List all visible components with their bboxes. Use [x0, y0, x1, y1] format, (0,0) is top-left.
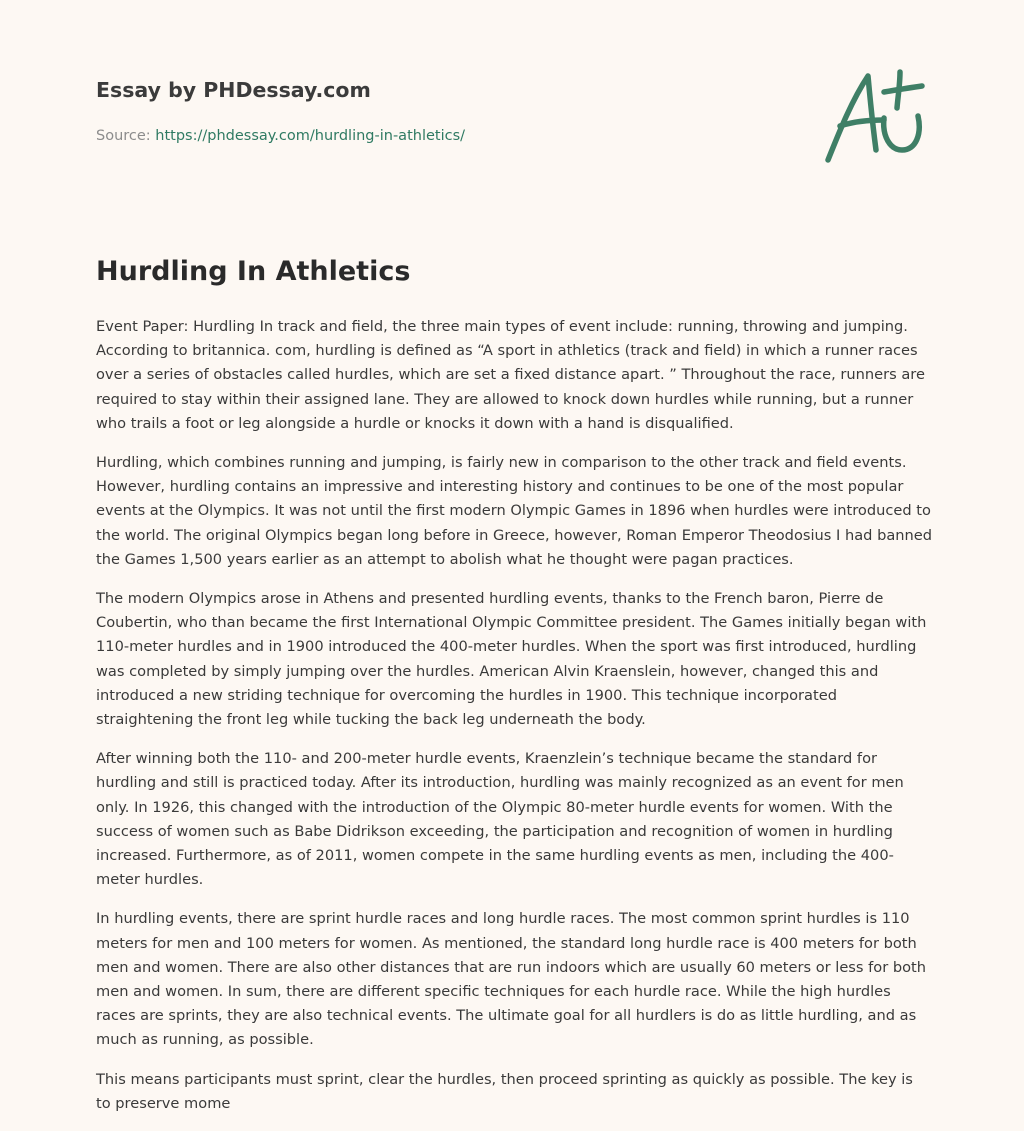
paragraph-3: The modern Olympics arose in Athens and presented hurdling events, thanks to the French baron, Pierre de Coubertin, who than became the first International Olympic Committee president. The Games initially began with 110-meter hurdles and in 1900 introduced the 400-meter hurdles. When the sport was first introduced, hurdling was completed by simply jumping over the hurdles. American Alvin Kraenslein, however, changed this and introduced a new striding technique for overcoming the hurdles in 1900. This technique incorporated straightening the front leg while tucking the back leg underneath the body.	[96, 590, 927, 729]
paragraph-5: In hurdling events, there are sprint hurdle races and long hurdle races. The most common sprint hurdles is 110 meters for men and 100 meters for women. As mentioned, the standard long hurdle race is 400 meters for both men and women. There are also other distances that are run indoors which are usually 60 meters or less for both men and women. In sum, there are different specific techniques for each hurdle race. While the high hurdles races are sprints, they are also technical events. The ultimate goal for all hurdlers is do as little hurdling, and as much as running, as possible.	[96, 910, 927, 1049]
paragraph-1: Event Paper: Hurdling In track and field, the three main types of event include: running, throwing and jumping. According to britannica. com, hurdling is defined as “A sport in athletics (track and field) in which a runner races over a series of obstacles called hurdles, which are set a fixed distance apart. ” Throughout the race, runners are required to stay within their assigned lane. They are allowed to knock down hurdles while running, but a runner who trails a foot or leg alongside a hurdle or knocks it down with a hand is disqualified.	[96, 318, 925, 432]
source-label: Source:	[96, 128, 156, 144]
source-line	[96, 126, 756, 146]
article-title: Hurdling In Athletics	[96, 256, 411, 287]
paragraph-4: After winning both the 110- and 200-meter hurdle events, Kraenzlein’s technique became the standard for hurdling and still is practiced today. After its introduction, hurdling was mainly recognized as an event for men only. In 1926, this changed with the introduction of the Olympic 80-meter hurdle events for women. With the success of women such as Babe Didrikson exceeding, the participation and recognition of women in hurdling increased. Furthermore, as of 2011, women compete in the same hurdling events as men, including the 400-meter hurdles.	[96, 750, 904, 889]
page-header	[96, 76, 756, 146]
a-plus-logo-icon	[818, 64, 930, 168]
paragraph-6: This means participants must sprint, clear the hurdles, then proceed sprinting as quickly as possible. The key is to preserve mome	[96, 1070, 913, 1112]
source-link[interactable]: https://phdessay.com/hurdling-in-athletics/	[155, 128, 466, 144]
paragraph-2: Hurdling, which combines running and jumping, is fairly new in comparison to the other track and field events. However, hurdling contains an impressive and interesting history and continues to be one of the most popular events at the Olympics. It was not until the first modern Olympic Games in 1896 when hurdles were introduced to the world. The original Olympics began long before in Greece, however, Roman Emperor Theodosius I had banned the Games 1,500 years earlier as an attempt to abolish what he thought were pagan practices.	[96, 454, 933, 568]
article-body	[96, 315, 932, 1131]
brand-name: Essay by PHDessay.com	[96, 78, 371, 102]
